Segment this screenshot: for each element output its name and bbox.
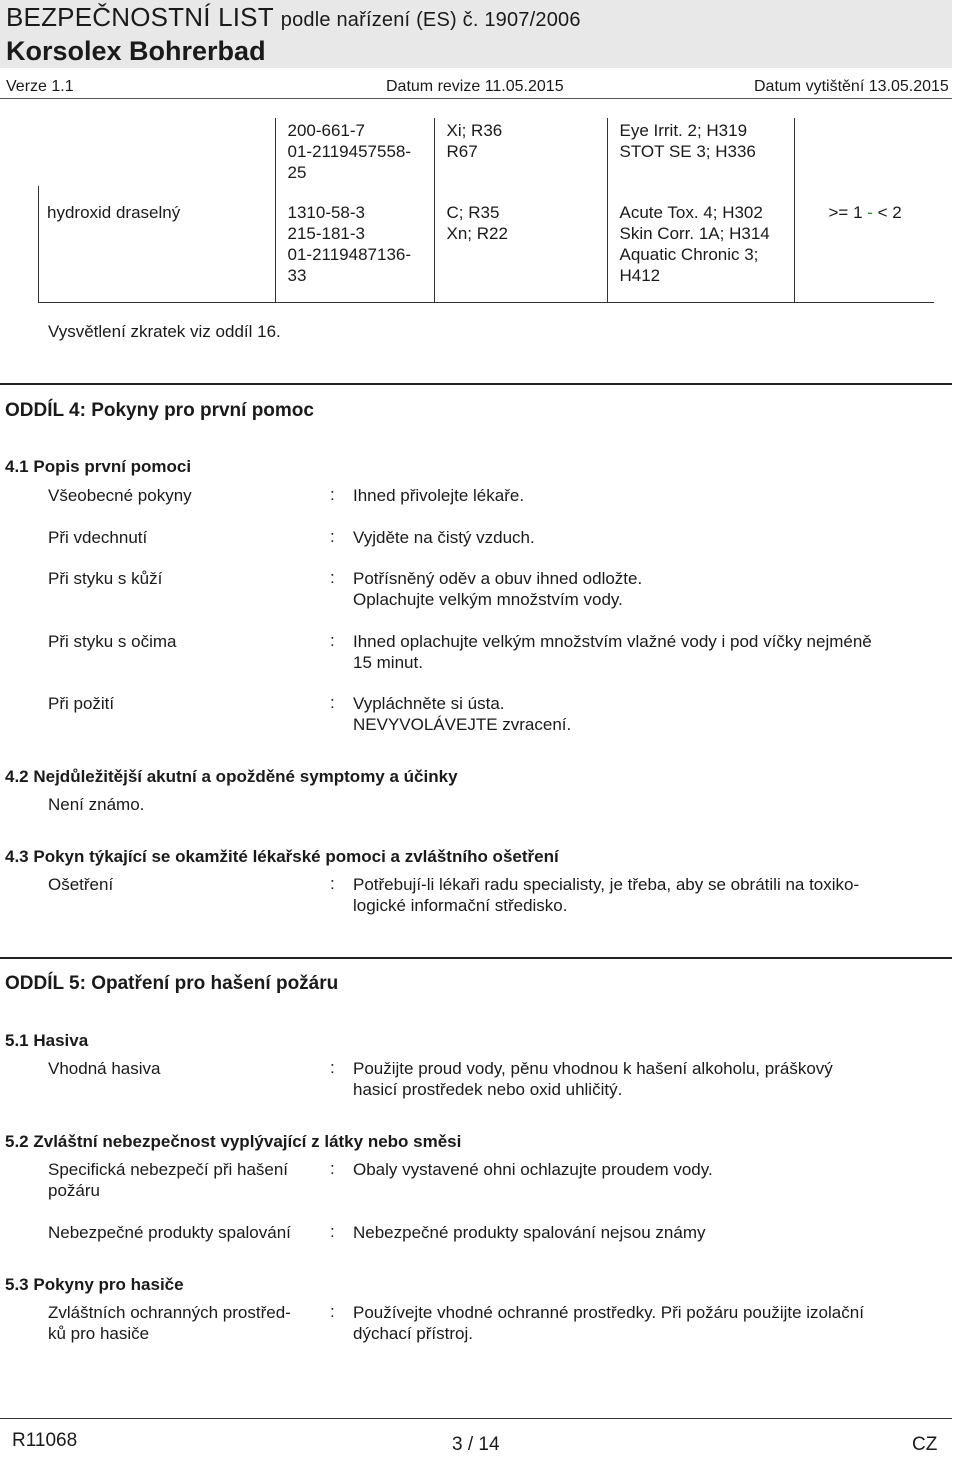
value-extinguishing-media	[353, 1058, 913, 1100]
dsd-line: Xi; R36	[446, 121, 503, 140]
number-line: 1310-58-3	[287, 203, 366, 222]
label-general: Všeobecné pokyny	[48, 486, 192, 505]
value-general	[353, 485, 913, 506]
colon: :	[330, 1222, 335, 1241]
label-extinguishing-media: Vhodná hasiva	[48, 1059, 161, 1078]
colon: :	[330, 631, 335, 650]
label-line: Nebezpečné produkty spalování	[48, 1223, 291, 1242]
components-table	[38, 118, 934, 303]
number-line: 25	[287, 163, 307, 182]
value-line: Ihned přivolejte lékaře.	[353, 486, 525, 505]
value-line: Obaly vystavené ohni ochlazujte proudem vody.	[353, 1160, 713, 1179]
component-name: hydroxid draselný	[39, 186, 276, 303]
version-text: Verze 1.1	[6, 78, 74, 95]
value-ingestion	[353, 693, 913, 735]
label-line: požáru	[48, 1181, 100, 1200]
conc-dash: -	[867, 203, 873, 222]
product-name: Korsolex Bohrerbad	[6, 36, 266, 66]
number-line: 01-2119487136-	[287, 245, 412, 264]
number-line: 01-2119457558-	[287, 142, 412, 161]
value-skin	[353, 568, 913, 610]
print-date: Datum vytištění 13.05.2015	[754, 78, 949, 95]
value-line: Vyjděte na čistý vzduch.	[353, 528, 535, 547]
value-line: NEVYVOLÁVEJTE zvracení.	[353, 715, 572, 734]
value-line: Oplachujte velkým množstvím vody.	[353, 590, 623, 609]
subsection-4-3-title: 4.3 Pokyn týkající se okamžité lékařské pomoci a zvláštního ošetření	[5, 847, 559, 866]
revision-date: Datum revize 11.05.2015	[386, 78, 564, 95]
label-treatment: Ošetření	[48, 875, 114, 894]
section-divider	[0, 957, 952, 959]
footer-product-code: R11068	[12, 1430, 78, 1451]
section-divider	[0, 383, 952, 385]
component-numbers	[275, 186, 434, 303]
component-concentration	[794, 118, 934, 186]
table-row	[39, 118, 935, 186]
colon: :	[330, 485, 335, 504]
value-line: Použijte proud vody, pěnu vhodnou k hašení alkoholu, práškový	[353, 1059, 833, 1078]
colon: :	[330, 527, 335, 546]
colon: :	[330, 874, 335, 893]
dsd-line: C; R35	[446, 203, 500, 222]
value-line: hasicí prostředek nebo oxid uhličitý.	[353, 1080, 623, 1099]
value-line: Potřísněný oděv a obuv ihned odložte.	[353, 569, 643, 588]
section-4-title: ODDÍL 4: Pokyny pro první pomoc	[5, 400, 314, 421]
component-clp-class	[607, 118, 794, 186]
value-line: 15 minut.	[353, 653, 423, 672]
clp-line: Aquatic Chronic 3;	[619, 245, 759, 264]
value-line: Používejte vhodné ochranné prostředky. Při požáru použijte izolační	[353, 1303, 864, 1322]
label-firefighter-equipment	[48, 1302, 291, 1344]
value-line: Ihned oplachujte velkým množstvím vlažné vody i pod víčky nejméně	[353, 632, 872, 651]
component-dsd-class	[434, 186, 607, 303]
abbreviation-note: Vysvětlení zkratek viz oddíl 16.	[48, 322, 281, 341]
label-eyes: Při styku s očima	[48, 632, 177, 651]
subsection-5-3-title: 5.3 Pokyny pro hasiče	[5, 1275, 184, 1294]
clp-line: Skin Corr. 1A; H314	[619, 224, 770, 243]
subsection-5-2-title: 5.2 Zvláštní nebezpečnost vyplývající z látky nebo směsi	[5, 1132, 462, 1151]
footer-divider	[0, 1418, 952, 1419]
colon: :	[330, 1058, 335, 1077]
clp-line: Eye Irrit. 2; H319	[619, 121, 748, 140]
number-line: 215-181-3	[287, 224, 366, 243]
value-line: dýchací přístroj.	[353, 1324, 473, 1343]
doc-title-text: BEZPEČNOSTNÍ LIST	[6, 2, 274, 32]
colon: :	[330, 693, 335, 712]
value-eyes	[353, 631, 913, 673]
conc-max: < 2	[872, 203, 902, 222]
footer-page-number: 3 / 14	[452, 1434, 500, 1455]
component-numbers	[275, 118, 434, 186]
label-line: Zvláštních ochranných prostřed-	[48, 1303, 291, 1322]
document-title	[6, 2, 581, 33]
section-5-title: ODDÍL 5: Opatření pro hašení požáru	[5, 973, 339, 994]
label-line: Specifická nebezpečí při hašení	[48, 1160, 289, 1179]
value-line: Vypláchněte si ústa.	[353, 694, 505, 713]
component-concentration	[794, 186, 934, 303]
component-dsd-class	[434, 118, 607, 186]
symptoms-text: Není známo.	[48, 795, 145, 814]
value-line: Nebezpečné produkty spalování nejsou známy	[353, 1223, 706, 1242]
value-inhalation	[353, 527, 913, 548]
label-skin: Při styku s kůží	[48, 569, 163, 588]
component-clp-class	[607, 186, 794, 303]
number-line: 33	[287, 266, 307, 285]
value-line: logické informační středisko.	[353, 896, 568, 915]
conc-min: >= 1	[828, 203, 868, 222]
table-row	[39, 186, 935, 303]
label-line: ků pro hasiče	[48, 1324, 150, 1343]
subsection-4-2-title: 4.2 Nejdůležitější akutní a opožděné symptomy a účinky	[5, 767, 458, 786]
colon: :	[330, 568, 335, 587]
component-name	[39, 118, 276, 186]
header-title-bar	[0, 0, 952, 34]
value-treatment	[353, 874, 913, 916]
subsection-5-1-title: 5.1 Hasiva	[5, 1031, 89, 1050]
label-ingestion: Při požití	[48, 694, 115, 713]
number-line: 200-661-7	[287, 121, 366, 140]
label-specific-hazards	[48, 1159, 288, 1201]
clp-line: STOT SE 3; H336	[619, 142, 756, 161]
label-inhalation: Při vdechnutí	[48, 528, 148, 547]
footer-language: CZ	[912, 1434, 938, 1455]
subsection-4-1-title: 4.1 Popis první pomoci	[5, 457, 192, 476]
label-combustion-products	[48, 1222, 291, 1243]
regulation-text: podle nařízení (ES) č. 1907/2006	[280, 9, 581, 31]
value-specific-hazards	[353, 1159, 913, 1180]
dsd-line: Xn; R22	[446, 224, 508, 243]
clp-line: H412	[619, 266, 661, 285]
value-line: Potřebují-li lékaři radu specialisty, je třeba, aby se obrátili na toxiko-	[353, 875, 860, 894]
value-combustion-products	[353, 1222, 913, 1243]
dsd-line: R67	[446, 142, 478, 161]
colon: :	[330, 1302, 335, 1321]
value-firefighter-equipment	[353, 1302, 913, 1344]
clp-line: Acute Tox. 4; H302	[619, 203, 763, 222]
colon: :	[330, 1159, 335, 1178]
